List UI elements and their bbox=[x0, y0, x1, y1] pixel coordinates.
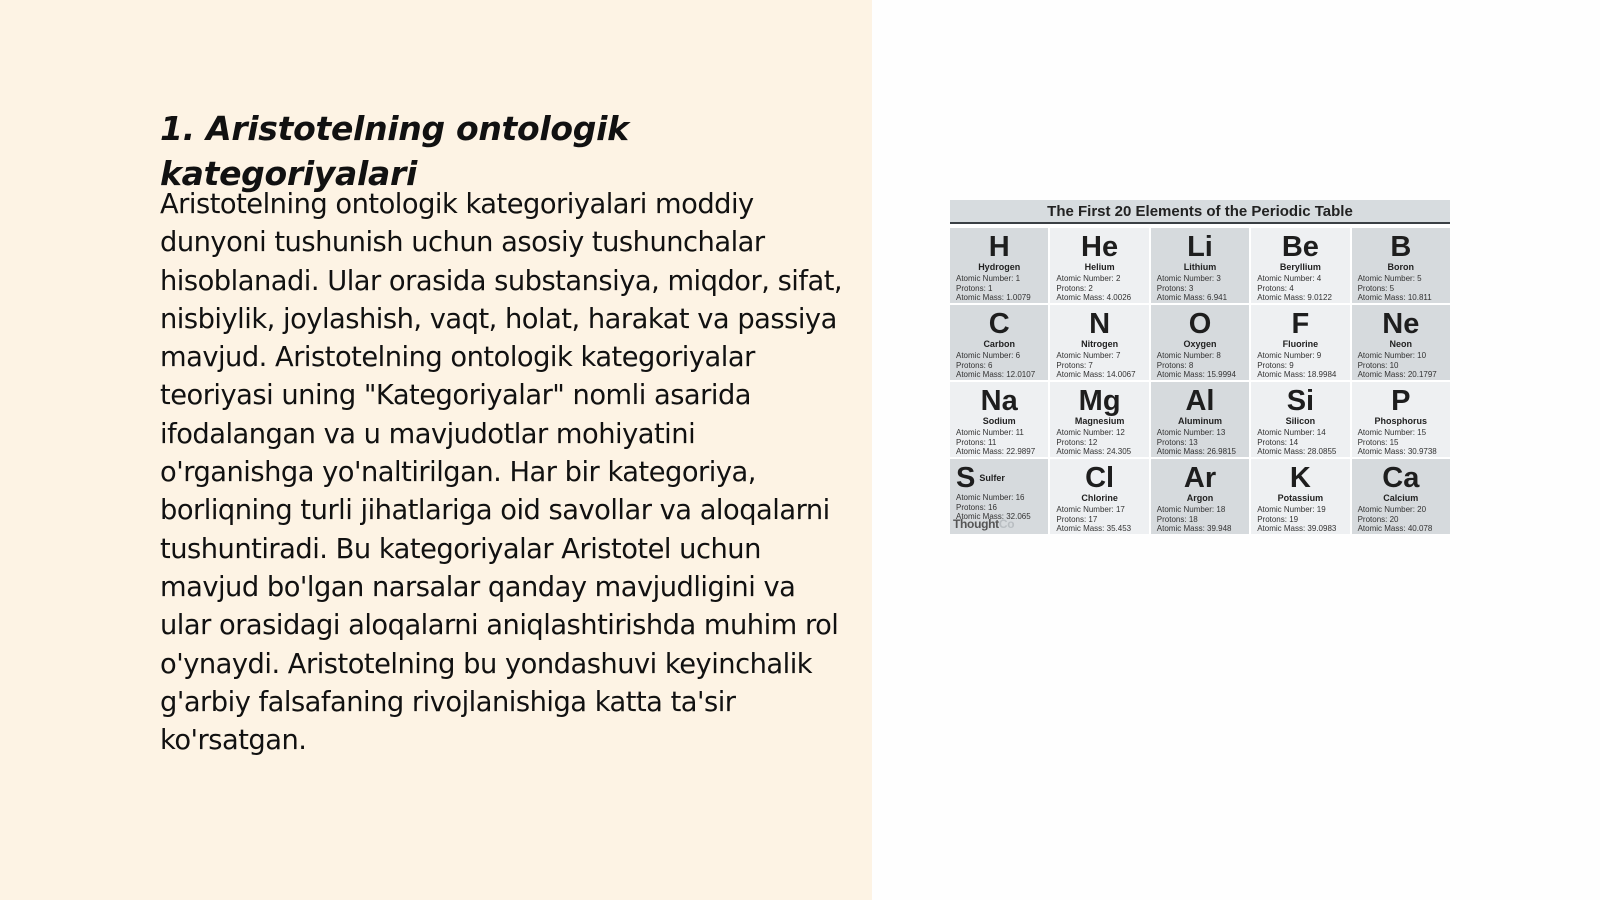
atomic-number: Atomic Number: 18 bbox=[1156, 505, 1226, 514]
atomic-mass: Atomic Mass: 4.0026 bbox=[1056, 293, 1132, 302]
element-cell-phosphorus bbox=[1352, 382, 1450, 457]
element-name: Boron bbox=[1387, 262, 1415, 272]
protons: Protons: 10 bbox=[1357, 360, 1399, 370]
atomic-number: Atomic Number: 3 bbox=[1156, 274, 1221, 283]
atomic-number: Atomic Number: 13 bbox=[1156, 428, 1226, 437]
protons: Protons: 12 bbox=[1056, 437, 1098, 447]
element-name: Neon bbox=[1389, 339, 1413, 349]
protons: Protons: 16 bbox=[956, 502, 997, 512]
atomic-number: Atomic Number: 5 bbox=[1357, 274, 1422, 283]
element-symbol: S bbox=[956, 462, 976, 494]
element-name: Calcium bbox=[1383, 493, 1419, 503]
protons: Protons: 8 bbox=[1156, 360, 1194, 370]
element-cell-magnesium bbox=[1050, 382, 1148, 457]
element-cell-carbon bbox=[950, 305, 1048, 380]
protons: Protons: 1 bbox=[956, 283, 993, 293]
protons: Protons: 5 bbox=[1357, 283, 1395, 293]
element-symbol: Ca bbox=[1382, 462, 1420, 494]
atomic-number: Atomic Number: 12 bbox=[1056, 428, 1125, 437]
protons: Protons: 19 bbox=[1257, 514, 1299, 524]
atomic-mass: Atomic Mass: 12.0107 bbox=[956, 370, 1036, 379]
periodic-table-title: The First 20 Elements of the Periodic Table bbox=[950, 200, 1450, 224]
element-name: Magnesium bbox=[1074, 416, 1125, 426]
element-symbol: He bbox=[1081, 231, 1119, 263]
element-symbol: N bbox=[1089, 308, 1111, 340]
element-cell-beryllium bbox=[1251, 228, 1349, 303]
element-symbol: B bbox=[1390, 231, 1412, 263]
atomic-number: Atomic Number: 8 bbox=[1156, 351, 1221, 360]
atomic-number: Atomic Number: 2 bbox=[1056, 274, 1121, 283]
atomic-mass: Atomic Mass: 26.9815 bbox=[1156, 447, 1236, 456]
element-symbol: Li bbox=[1187, 231, 1213, 263]
slide-body-text: Aristotelning ontologik kategoriyalari moddiy dunyoni tushunish uchun asosiy tushunchalar hisoblanadi. Ular orasida substansiya, miqdor, sifat, nisbiylik, joylashish, vaqt, holat, harakat va passiya mavjud. Aristotelning ontologik kategoriyalar teoriyasi uning "Kategoriyalar" nomli asarida ifodalangan va u mavjudotlar mohiyatini o'rganishga yo'naltirilgan. Har bir kategoriya, borliqning turli jihatlariga oid savollar va aloqalarni tushuntiradi. Bu kategoriyalar Aristotel uchun mavjud bo'lgan narsalar qanday mavjudligini va ular orasidagi aloqalarni aniqlashtirishda muhim rol o'ynaydi. Aristotelning bu yondashuvi keyinchalik g'arbiy falsafaning rivojlanishiga katta ta'sir ko'rsatgan. bbox=[160, 189, 843, 757]
atomic-mass: Atomic Mass: 9.0122 bbox=[1257, 293, 1332, 302]
element-cell-helium bbox=[1050, 228, 1148, 303]
atomic-mass: Atomic Mass: 28.0855 bbox=[1257, 447, 1337, 456]
brand-logo bbox=[953, 517, 1014, 531]
atomic-number: Atomic Number: 7 bbox=[1056, 351, 1121, 360]
atomic-mass: Atomic Mass: 6.941 bbox=[1156, 293, 1228, 302]
protons: Protons: 7 bbox=[1056, 360, 1093, 370]
element-symbol: C bbox=[988, 308, 1010, 340]
element-name: Fluorine bbox=[1282, 339, 1319, 349]
protons: Protons: 11 bbox=[956, 437, 997, 447]
element-name: Sodium bbox=[982, 416, 1016, 426]
atomic-mass: Atomic Mass: 39.948 bbox=[1156, 524, 1232, 533]
element-cell-sodium bbox=[950, 382, 1048, 457]
atomic-mass: Atomic Mass: 18.9984 bbox=[1257, 370, 1337, 379]
slide-title: 1. Aristotelning ontologik kategoriyalari bbox=[160, 109, 629, 193]
element-cell-potassium bbox=[1251, 459, 1349, 534]
atomic-number: Atomic Number: 17 bbox=[1056, 505, 1125, 514]
element-cell-silicon bbox=[1251, 382, 1349, 457]
atomic-mass: Atomic Mass: 39.0983 bbox=[1257, 524, 1337, 533]
element-cell-oxygen bbox=[1151, 305, 1249, 380]
element-name: Helium bbox=[1084, 262, 1115, 272]
atomic-mass: Atomic Mass: 15.9994 bbox=[1156, 370, 1236, 379]
element-symbol: O bbox=[1188, 308, 1212, 340]
element-name: Argon bbox=[1186, 493, 1214, 503]
periodic-table-grid bbox=[950, 228, 1450, 534]
element-name: Chlorine bbox=[1081, 493, 1118, 503]
protons: Protons: 9 bbox=[1257, 360, 1294, 370]
atomic-mass: Atomic Mass: 35.453 bbox=[1056, 524, 1132, 533]
atomic-number: Atomic Number: 9 bbox=[1257, 351, 1322, 360]
protons: Protons: 15 bbox=[1357, 437, 1399, 447]
protons: Protons: 18 bbox=[1156, 514, 1198, 524]
protons: Protons: 3 bbox=[1156, 283, 1194, 293]
element-symbol: Mg bbox=[1078, 385, 1121, 417]
periodic-table-image bbox=[950, 200, 1450, 534]
element-symbol: P bbox=[1391, 385, 1411, 417]
protons: Protons: 6 bbox=[956, 360, 993, 370]
atomic-mass: Atomic Mass: 30.9738 bbox=[1357, 447, 1437, 456]
element-cell-chlorine bbox=[1050, 459, 1148, 534]
element-symbol: Si bbox=[1286, 385, 1315, 417]
element-cell-boron bbox=[1352, 228, 1450, 303]
protons: Protons: 4 bbox=[1257, 283, 1294, 293]
atomic-mass: Atomic Mass: 22.9897 bbox=[956, 447, 1036, 456]
element-symbol: Ne bbox=[1382, 308, 1420, 340]
element-name: Hydrogen bbox=[978, 262, 1021, 272]
atomic-number: Atomic Number: 11 bbox=[956, 428, 1024, 437]
element-cell-nitrogen bbox=[1050, 305, 1148, 380]
element-cell-neon bbox=[1352, 305, 1450, 380]
atomic-number: Atomic Number: 4 bbox=[1257, 274, 1322, 283]
element-name: Oxygen bbox=[1183, 339, 1217, 349]
atomic-number: Atomic Number: 20 bbox=[1357, 505, 1427, 514]
protons: Protons: 13 bbox=[1156, 437, 1198, 447]
atomic-number: Atomic Number: 1 bbox=[956, 274, 1021, 283]
atomic-mass: Atomic Mass: 40.078 bbox=[1357, 524, 1433, 533]
atomic-number: Atomic Number: 16 bbox=[956, 493, 1025, 502]
element-name: Beryllium bbox=[1279, 262, 1321, 272]
element-symbol: K bbox=[1289, 462, 1311, 494]
atomic-number: Atomic Number: 15 bbox=[1357, 428, 1427, 437]
element-name: Aluminum bbox=[1177, 416, 1222, 426]
atomic-number: Atomic Number: 6 bbox=[956, 351, 1021, 360]
atomic-mass: Atomic Mass: 10.811 bbox=[1357, 293, 1432, 302]
brand-name: Thought bbox=[953, 517, 999, 531]
element-name: Carbon bbox=[983, 339, 1015, 349]
element-symbol: H bbox=[988, 231, 1010, 263]
symbol-row bbox=[956, 461, 1042, 493]
element-cell-fluorine bbox=[1251, 305, 1349, 380]
element-name: Potassium bbox=[1277, 493, 1324, 503]
element-cell-lithium bbox=[1151, 228, 1249, 303]
element-name: Sulfer bbox=[979, 473, 1005, 483]
atomic-mass: Atomic Mass: 32.065 bbox=[956, 512, 1031, 521]
atomic-number: Atomic Number: 10 bbox=[1357, 351, 1427, 360]
atomic-mass: Atomic Mass: 24.305 bbox=[1056, 447, 1132, 456]
element-name: Silicon bbox=[1285, 416, 1316, 426]
protons: Protons: 2 bbox=[1056, 283, 1093, 293]
atomic-mass: Atomic Mass: 20.1797 bbox=[1357, 370, 1437, 379]
brand-suffix: Co bbox=[998, 517, 1015, 531]
element-symbol: Na bbox=[980, 385, 1018, 417]
atomic-number: Atomic Number: 14 bbox=[1257, 428, 1326, 437]
element-cell-argon bbox=[1151, 459, 1249, 534]
atomic-number: Atomic Number: 19 bbox=[1257, 505, 1326, 514]
element-symbol: Ar bbox=[1183, 462, 1217, 494]
protons: Protons: 17 bbox=[1056, 514, 1098, 524]
element-symbol: F bbox=[1291, 308, 1310, 340]
element-name: Lithium bbox=[1183, 262, 1217, 272]
element-name: Phosphorus bbox=[1374, 416, 1428, 426]
protons: Protons: 14 bbox=[1257, 437, 1299, 447]
element-cell-calcium bbox=[1352, 459, 1450, 534]
element-cell-aluminum bbox=[1151, 382, 1249, 457]
atomic-mass: Atomic Mass: 14.0067 bbox=[1056, 370, 1136, 379]
element-symbol: Be bbox=[1281, 231, 1319, 263]
element-symbol: Cl bbox=[1085, 462, 1115, 494]
element-cell-sulfer bbox=[950, 459, 1048, 534]
element-cell-hydrogen bbox=[950, 228, 1048, 303]
protons: Protons: 20 bbox=[1357, 514, 1399, 524]
atomic-mass: Atomic Mass: 1.0079 bbox=[956, 293, 1031, 302]
element-symbol: Al bbox=[1185, 385, 1215, 417]
element-name: Nitrogen bbox=[1081, 339, 1119, 349]
